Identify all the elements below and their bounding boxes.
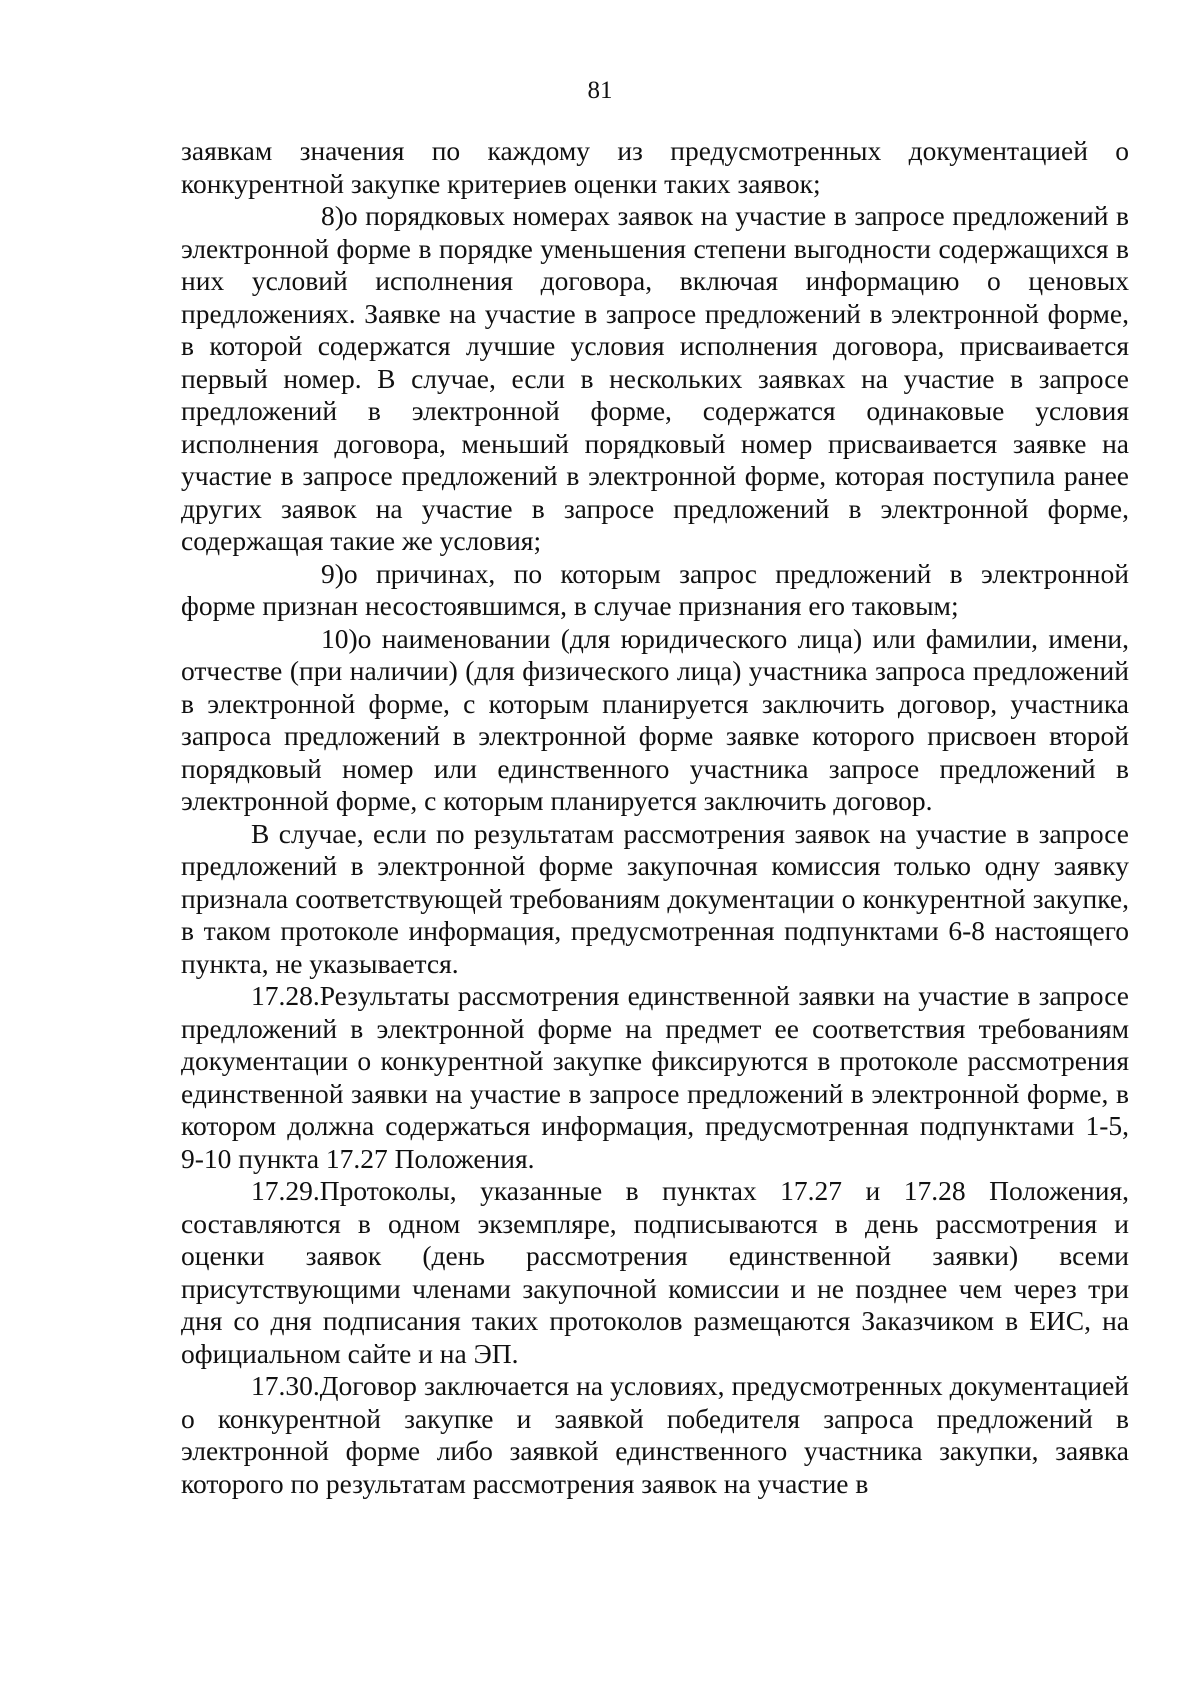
clause-number: 17.29. bbox=[251, 1175, 320, 1206]
clause-number: 17.30. bbox=[251, 1370, 320, 1401]
paragraph-text: заявкам значения по каждому из предусмотренных документацией о конкурентной закупке критериев оценки таких заявок; bbox=[181, 135, 1129, 199]
paragraph-text: Протоколы, указанные в пунктах 17.27 и 17.28 Положения, составляются в одном экземпляре, подписываются в день рассмотрения и оценки заявок (день рассмотрения единственной заявки) всеми присутствующими членами закупочной комиссии и не позднее чем через три дня со дня подписания таких протоколов размещаются Заказчиком в ЕИС, на официальном сайте и на ЭП. bbox=[181, 1175, 1129, 1369]
paragraph-text: Результаты рассмотрения единственной заявки на участие в запросе предложений в электронной форме на предмет ее соответствия требованиям документации о конкурентной закупке фиксируются в протоколе рассмотрения единственной заявки на участие в запросе предложений в электронной форме, в котором должна содержаться информация, предусмотренная подпунктами 1-5, 9-10 пункта 17.27 Положения. bbox=[181, 980, 1129, 1174]
clause-17-30 bbox=[181, 1370, 1129, 1500]
paragraph-continuation bbox=[181, 135, 1129, 200]
paragraph-text: о наименовании (для юридического лица) или фамилии, имени, отчестве (при наличии) (для физического лица) участника запроса предложений в электронной форме, с которым планируется заключить договор, участника запроса предложений в электронной форме заявке которого присвоен второй порядковый номер или единственного участника запросе предложений в электронной форме, с которым планируется заключить договор. bbox=[181, 622, 1129, 816]
clause-17-29 bbox=[181, 1175, 1129, 1370]
paragraph-note bbox=[181, 818, 1129, 981]
paragraph-text: о причинах, по которым запрос предложений в электронной форме признан несостоявшимся, в случае признания его таковым; bbox=[181, 557, 1129, 621]
list-item-10 bbox=[181, 623, 1129, 818]
item-number: 9) bbox=[321, 557, 344, 589]
document-body bbox=[181, 135, 1129, 1500]
page-number: 81 bbox=[587, 77, 613, 104]
item-number: 10) bbox=[321, 622, 358, 654]
paragraph-text: Договор заключается на условиях, предусмотренных документацией о конкурентной закупке и заявкой победителя запроса предложений в электронной форме либо заявкой единственного участника закупки, заявка которого по результатам рассмотрения заявок на участие в bbox=[181, 1370, 1129, 1499]
list-item-9 bbox=[181, 558, 1129, 623]
list-item-8 bbox=[181, 200, 1129, 558]
clause-17-28 bbox=[181, 980, 1129, 1175]
paragraph-text: В случае, если по результатам рассмотрения заявок на участие в запросе предложений в электронной форме закупочная комиссия только одну заявку признала соответствующей требованиям документации о конкурентной закупке, в таком протоколе информация, предусмотренная подпунктами 6-8 настоящего пункта, не указывается. bbox=[181, 817, 1129, 979]
item-number: 8) bbox=[321, 200, 344, 231]
paragraph-text: о порядковых номерах заявок на участие в запросе предложений в электронной форме в порядке уменьшения степени выгодности содержащихся в них условий исполнения договора, включая информацию о ценовых предложениях. Заявке на участие в запросе предложений в электронной форме, в которой содержатся лучшие условия исполнения договора, присваивается первый номер. В случае, если в нескольких заявках на участие в запросе предложений в электронной форме, содержатся одинаковые условия исполнения договора, меньший порядковый номер присваивается заявке на участие в запросе предложений в электронной форме, которая поступила ранее других заявок на участие в запросе предложений в электронной форме, содержащая такие же условия; bbox=[181, 200, 1129, 556]
clause-number: 17.28. bbox=[251, 980, 320, 1011]
